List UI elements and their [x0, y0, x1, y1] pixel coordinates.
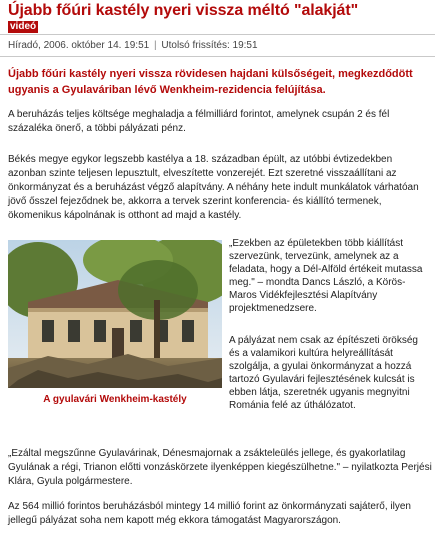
meta-divider — [0, 56, 435, 57]
paragraph-tender: A pályázat nem csak az építészeti örökség és a valamikori kultúra helyreállítását szolgálja, a gyulai önkormányzat a hozzá tartozó Gyulavári fejlesztésének kulcsát is ebben látja, szeretnék ugyanis megnyitni Románia felé az úthálózatot. — [229, 335, 418, 411]
quote-dancs: „Ezekben az épületekben több kiállítást szervezünk, tervezünk, amelynek az a feladata, hogy a Dél-Alföld értékeit mutassa meg." – mondta Dancs László, a Körös-Maros Vidékfejlesztési Alapítvány projektmenedzsere. — [229, 238, 423, 314]
article-lead: Újabb főúri kastély nyeri vissza rövidesen hajdani külsőségeit, megkezdődött ugyanis a Gyulaváriban lévő Wenkheim-rezidencia felújítása. — [8, 68, 413, 96]
article-meta — [8, 40, 428, 52]
photo-caption: A gyulavári Wenkheim-kastély — [43, 394, 187, 405]
video-link[interactable]: videó — [10, 21, 37, 32]
paragraph-cost: A beruházás teljes költsége meghaladja a félmilliárd forintot, amelynek csupán 2 és fél százaléka önerő, a többi pályázati pénz. — [8, 109, 390, 134]
update-time: Utolsó frissítés: 19:51 — [161, 40, 258, 51]
paragraph-funding: Az 564 millió forintos beruházásból mintegy 14 millió forint az önkormányzati sajáterő, ilyen jellegű pályázat soha nem kapott még ekkora támogatást Magyarországon. — [8, 501, 411, 526]
article-title: Újabb főúri kastély nyeri vissza méltó "alakját" — [8, 2, 359, 19]
publish-date: Híradó, 2006. október 14. 19:51 — [8, 40, 150, 51]
paragraph-history: Békés megye egykor legszebb kastélya a 18. században épült, az utóbbi évtizedekben azonban szinte teljesen lepusztult, elveszítette vonzerejét. Ezt szeretné visszaállítani az önkormányzat és a beruházást végző alapítvány. A néhány hete indult munkálatok várhatóan jövő ősszel fejeződnek be, akkorra a tervek szerint konferencia- és kiállító termenek, ökomenikus kápolnának is otthont ad majd a kastély. — [8, 154, 419, 221]
castle-photo-icon[interactable] — [8, 240, 222, 388]
meta-separator: | — [154, 40, 157, 51]
title-divider — [0, 34, 435, 35]
quote-perjesi: „Ezáltal megszűnne Gyulavárinak, Dénesmajornak a zsákteleülés jellege, és gyakorlatilag Gyulának a régi, Trianon előtti vonzáskörzete ilyenképpen kiegészülhetne." – nyilatkozta Perjési Klára, Gyula polgármestere. — [8, 448, 432, 487]
photo-figure — [8, 240, 222, 412]
